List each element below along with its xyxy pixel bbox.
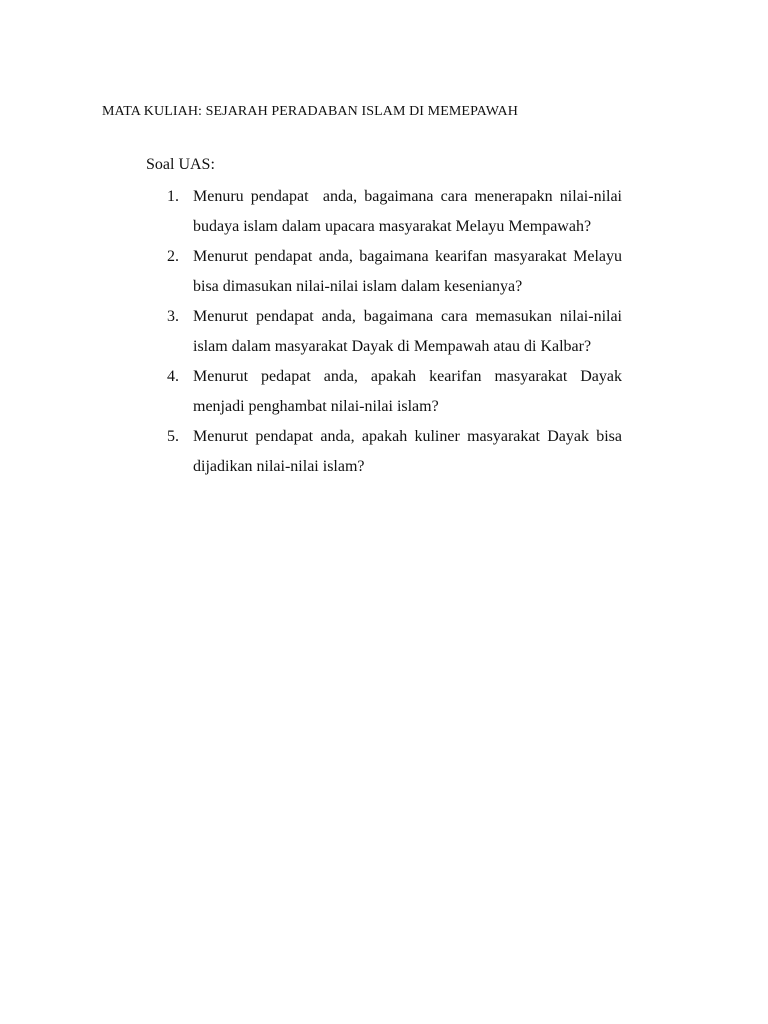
question-list (160, 182, 626, 482)
question-item (160, 302, 622, 362)
question-text: Menurut pedapat anda, apakah kearifan masyarakat Dayak menjadi penghambat nilai-nilai islam? (193, 368, 622, 415)
question-text: Menurut pendapat anda, apakah kuliner masyarakat Dayak bisa dijadikan nilai-nilai islam? (193, 428, 622, 475)
exam-label: Soal UAS: (146, 156, 215, 173)
question-number: 2. (167, 248, 179, 265)
question-number: 1. (167, 188, 179, 205)
question-number: 4. (167, 368, 179, 385)
question-number: 3. (167, 308, 179, 325)
question-text: Menurut pendapat anda, bagaimana cara memasukan nilai-nilai islam dalam masyarakat Dayak di Mempawah atau di Kalbar? (193, 308, 622, 355)
course-title: MATA KULIAH: SEJARAH PERADABAN ISLAM DI MEMEPAWAH (102, 104, 518, 119)
question-number: 5. (167, 428, 179, 445)
question-text: Menurut pendapat anda, bagaimana kearifan masyarakat Melayu bisa dimasukan nilai-nilai islam dalam kesenianya? (193, 248, 622, 295)
question-text: Menuru pendapat anda, bagaimana cara menerapakn nilai-nilai budaya islam dalam upacara masyarakat Melayu Mempawah? (193, 188, 626, 235)
question-item (160, 242, 622, 302)
question-item (160, 182, 626, 242)
question-item (160, 422, 622, 482)
question-item (160, 362, 622, 422)
